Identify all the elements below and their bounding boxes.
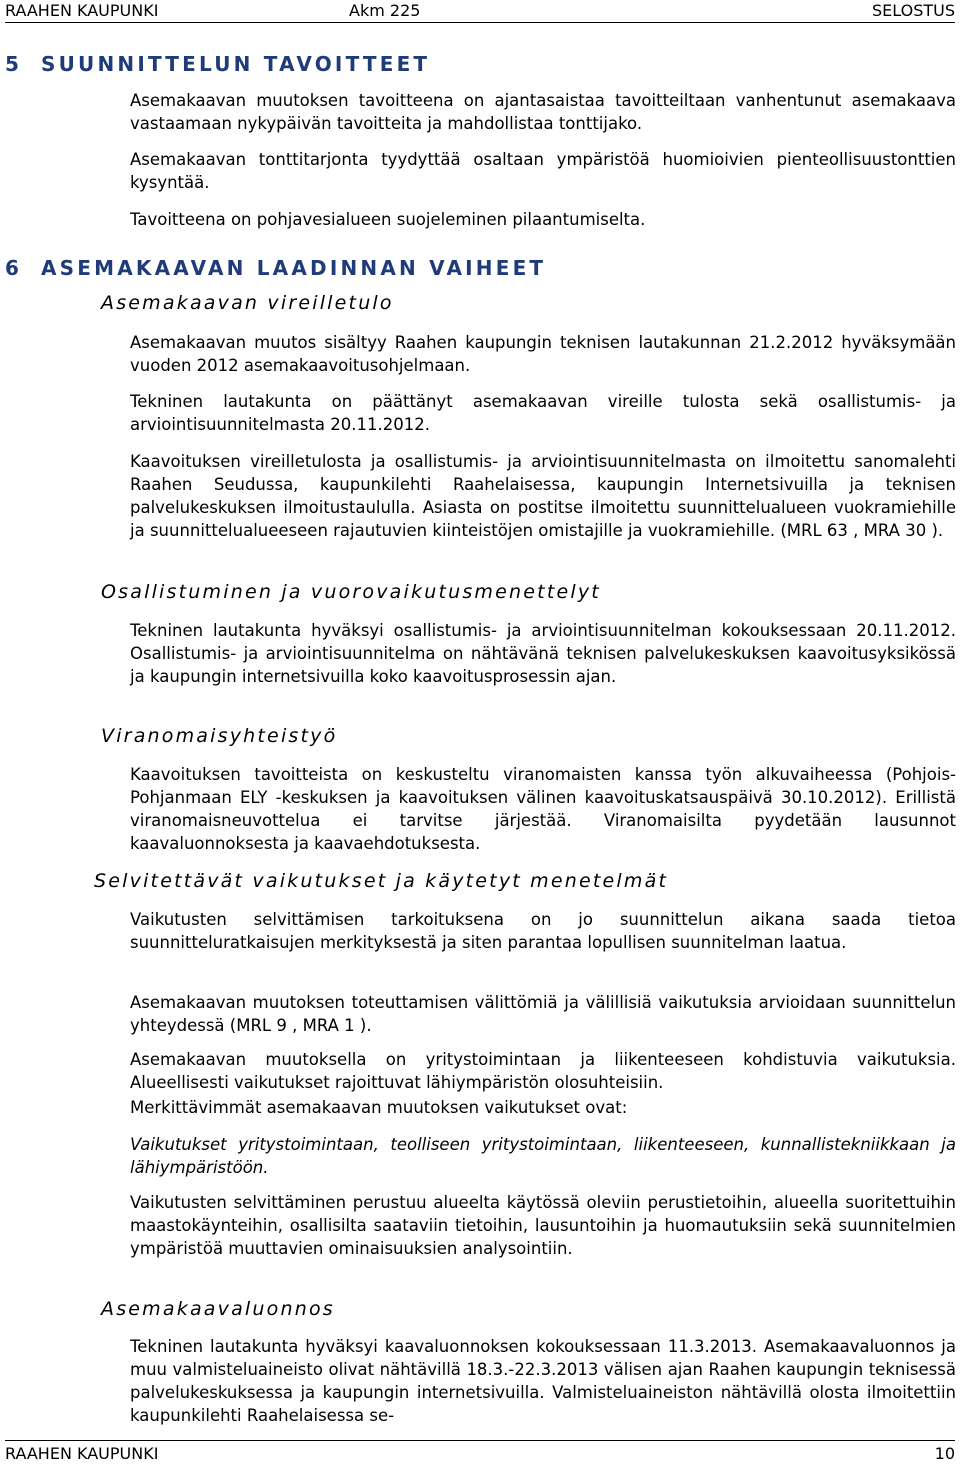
selvitettavat-paragraph-6: Vaikutusten selvittäminen perustuu alueelta käytössä oleviin perustietoihin, alueella suoritettuihin maastokäynteihin, osallisilta saataviin tietoihin, lausuntoihin ja huomautuksiin sekä suunnitelmien ympäristöä muuttavien ominaisuuksien analysointiin. (130, 1193, 956, 1258)
selvitettavat-paragraph-2: Asemakaavan muutoksen toteuttamisen välittömiä ja välillisiä vaikutuksia arvioidaan suunnittelun yhteydessä (MRL 9 , MRA 1 ). (130, 993, 956, 1035)
subheading-viranomaisyhteistyo: Viranomaisyhteistyö (101, 725, 338, 747)
selvitettavat-paragraph-4: Merkittävimmät asemakaavan muutoksen vaikutukset ovat: (130, 1098, 628, 1117)
vireilletulo-paragraph-3: Kaavoituksen vireilletulosta ja osallistumis- ja arviointisuunnitelmasta on ilmoitettu sanomalehti Raahen Seudussa, kaupunkilehti Raahelaisessa, kaupungin Internetsivuilla ja teknisen palvelukeskuksen ilmoitustaululla. Asiasta on postitse ilmoitettu suunnittelualueen vuokramiehille ja suunnittelualueeseen rajautuvien kiinteistöjen omistajille ja vuokramiehille. (MRL 63 , MRA 30 ). (130, 452, 956, 540)
section-6-title: ASEMAKAAVAN LAADINNAN VAIHEET (41, 256, 547, 280)
selvitettavat-paragraph-5: Vaikutukset yritystoimintaan, teolliseen yritystoimintaan, liikenteeseen, kunnallistekniikkaan ja lähiympäristöön. (130, 1135, 956, 1177)
viranomais-paragraph-1: Kaavoituksen tavoitteista on keskusteltu viranomaisten kanssa työn alkuvaiheessa (Pohjois-Pohjanmaan ELY -keskuksen ja kaavoituksen välinen kaavoituskatsauspäivä 30.10.2012). Erillistä viranomaisneuvottelua ei tarvitse järjestää. Viranomaisilta pyydetään lausunnot kaavaluonnoksesta ja kaavaehdotuksesta. (130, 765, 956, 853)
vireilletulo-paragraph-1: Asemakaavan muutos sisältyy Raahen kaupungin teknisen lautakunnan 21.2.2012 hyväksymään vuoden 2012 asemakaavoitusohjelmaan. (130, 333, 956, 375)
page-number: 10 (934, 1444, 955, 1463)
section-5-heading (5, 52, 430, 76)
footer-organization: RAAHEN KAUPUNKI (5, 1444, 159, 1463)
header-document-type: SELOSTUS (872, 1, 955, 20)
page-header (5, 0, 955, 23)
section-6-heading (5, 256, 546, 280)
sec5-paragraph-2: Asemakaavan tonttitarjonta tyydyttää osaltaan ympäristöä huomioivien pienteollisuustonttien kysyntää. (130, 150, 956, 192)
section-5-title: SUUNNITTELUN TAVOITTEET (41, 52, 431, 76)
subheading-osallistuminen: Osallistuminen ja vuorovaikutusmenettelyt (101, 581, 601, 603)
section-6-number: 6 (5, 256, 19, 280)
sec5-paragraph-1: Asemakaavan muutoksen tavoitteena on ajantasaistaa tavoitteiltaan vanhentunut asemakaava vastaamaan nykypäivän tavoitteita ja mahdollistaa tonttijako. (130, 91, 956, 133)
osallistuminen-paragraph-1: Tekninen lautakunta hyväksyi osallistumis- ja arviointisuunnitelman kokouksessaan 20.11.2012. Osallistumis- ja arviointisuunnitelma on nähtävänä teknisen palvelukeskuksen kaavoitusyksikössä ja kaupungin internetsivuilla koko kaavoitusprosessin ajan. (130, 621, 956, 686)
subheading-selvitettavat: Selvitettävät vaikutukset ja käytetyt menetelmät (94, 870, 669, 892)
header-organization: RAAHEN KAUPUNKI (5, 1, 159, 20)
page-footer (5, 1440, 955, 1463)
section-5-number: 5 (5, 52, 19, 76)
luonnos-paragraph-1: Tekninen lautakunta hyväksyi kaavaluonnoksen kokouksessaan 11.3.2013. Asemakaavaluonnos ja muu valmisteluaineisto olivat nähtävillä 18.3.-22.3.2013 välisen ajan Raahen kaupungin teknisessä palvelukeskuksessa ja kaupungin internetsivuilla. Valmisteluaineiston nähtävillä olosta ilmoitettiin kaupunkilehti Raahelaisessa se- (130, 1337, 956, 1425)
subheading-vireilletulo: Asemakaavan vireilletulo (101, 292, 394, 314)
subheading-asemakaavaluonnos: Asemakaavaluonnos (101, 1298, 335, 1320)
header-plan-id: Akm 225 (349, 1, 421, 20)
selvitettavat-paragraph-3: Asemakaavan muutoksella on yritystoimintaan ja liikenteeseen kohdistuvia vaikutuksia. Alueellisesti vaikutukset rajoittuvat lähiympäristön olosuhteisiin. (130, 1050, 956, 1092)
vireilletulo-paragraph-2: Tekninen lautakunta on päättänyt asemakaavan vireille tulosta sekä osallistumis- ja arviointisuunnitelmasta 20.11.2012. (130, 392, 956, 434)
sec5-paragraph-3: Tavoitteena on pohjavesialueen suojeleminen pilaantumiselta. (130, 210, 646, 229)
selvitettavat-paragraph-1: Vaikutusten selvittämisen tarkoituksena on jo suunnittelun aikana saada tietoa suunnitteluratkaisujen merkityksestä ja siten parantaa lopullisen suunnitelman laatua. (130, 910, 956, 952)
